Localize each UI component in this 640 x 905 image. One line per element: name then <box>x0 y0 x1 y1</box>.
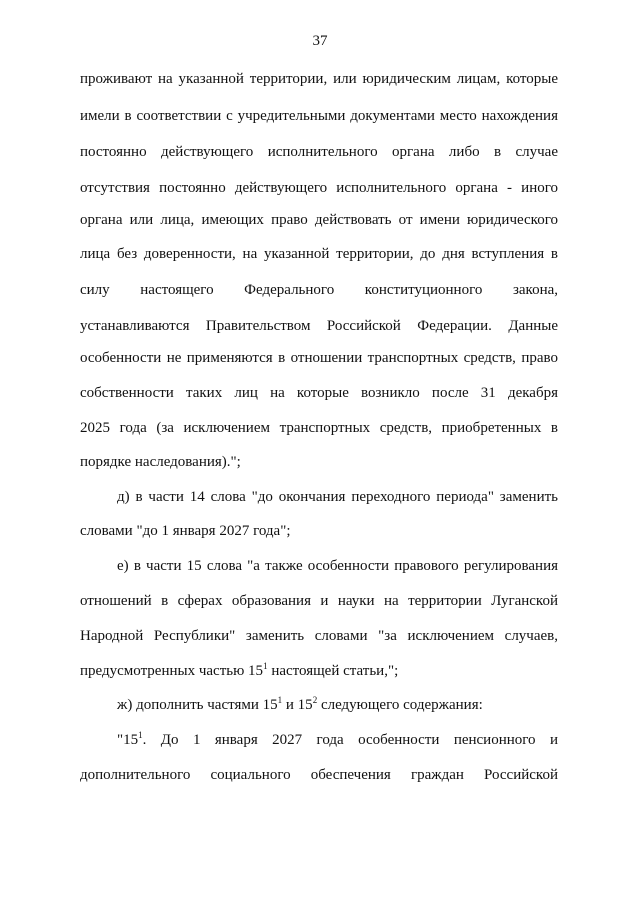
paragraph-d-line: д) в части 14 слова "до окончания переходного периода" заменить <box>117 489 558 505</box>
text-line: отношений в сферах образования и науки на территории Луганской <box>80 593 558 609</box>
text-line: органа или лица, имеющих право действовать от имени юридического <box>80 212 558 228</box>
text-line: дополнительного социального обеспечения граждан Российской <box>80 767 558 783</box>
page-number: 37 <box>312 33 328 49</box>
text-line: 2025 года (за исключением транспортных средств, приобретенных в <box>80 420 558 436</box>
text-line: отсутствия постоянно действующего исполнительного органа - иного <box>80 180 558 196</box>
text-fragment: предусмотренных частью 15 <box>80 663 264 679</box>
text-fragment: . До 1 января 2027 года особенности пенсионного и <box>142 732 558 748</box>
text-fragment: настоящей статьи,"; <box>267 663 399 679</box>
text-line: словами "до 1 января 2027 года"; <box>80 523 291 539</box>
text-fragment: следующего содержания: <box>317 697 483 713</box>
paragraph-zh-line <box>117 696 558 714</box>
text-line: собственности таких лиц на которые возникло после 31 декабря <box>80 385 558 401</box>
text-fragment: "15 <box>117 732 139 748</box>
superscript: 1 <box>277 695 283 705</box>
text-line: порядке наследования)."; <box>80 454 241 470</box>
text-line: силу настоящего Федерального конституционного закона, <box>80 282 558 298</box>
quoted-part-line <box>117 731 558 749</box>
superscript: 2 <box>312 695 318 705</box>
text-line: особенности не применяются в отношении транспортных средств, право <box>80 350 558 366</box>
text-line: Народной Республики" заменить словами "за исключением случаев, <box>80 628 558 644</box>
paragraph-e-line: е) в части 15 слова "а также особенности правового регулирования <box>117 558 558 574</box>
text-line: проживают на указанной территории, или юридическим лицам, которые <box>80 71 558 87</box>
text-line <box>80 662 558 680</box>
text-fragment: и 15 <box>282 697 313 713</box>
text-line: имели в соответствии с учредительными документами место нахождения <box>80 108 558 124</box>
superscript: 1 <box>263 661 268 671</box>
text-line: устанавливаются Правительством Российской Федерации. Данные <box>80 318 558 334</box>
text-line: лица без доверенности, на указанной территории, до дня вступления в <box>80 246 558 262</box>
superscript: 1 <box>138 730 143 740</box>
text-fragment: ж) дополнить частями 15 <box>117 697 278 713</box>
text-line: постоянно действующего исполнительного органа либо в случае <box>80 144 558 160</box>
